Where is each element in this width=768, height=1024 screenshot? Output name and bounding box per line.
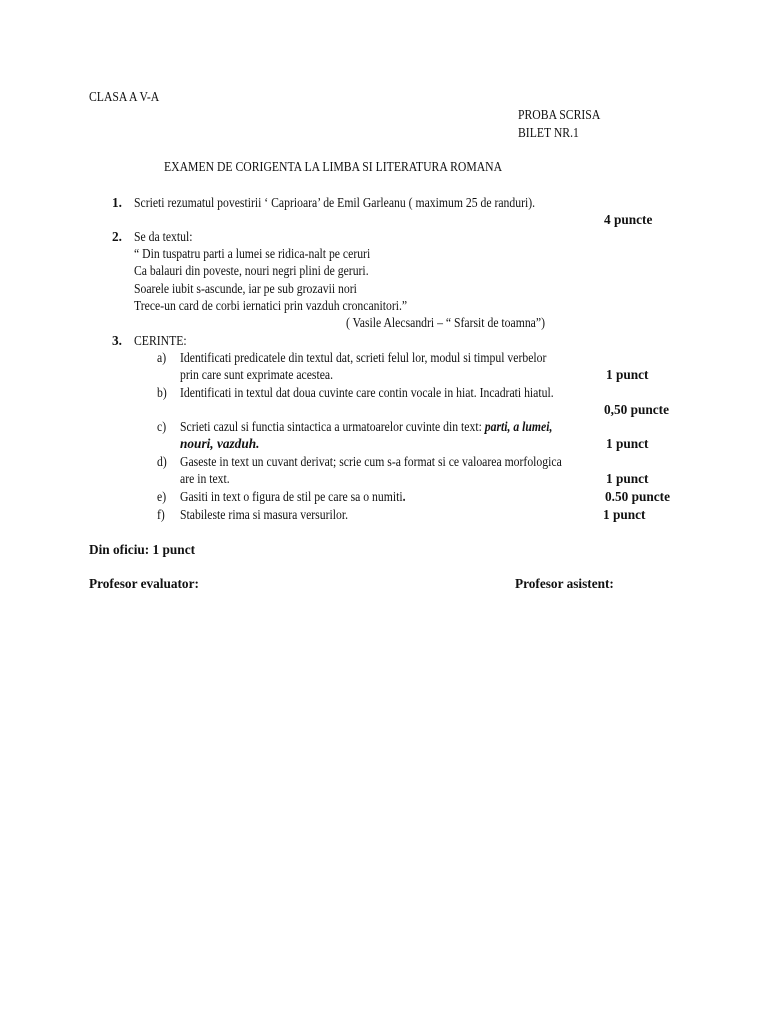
exam-title: EXAMEN DE CORIGENTA LA LIMBA SI LITERATURA ROMANA <box>164 159 503 174</box>
poem-line-3: Soarele iubit s-ascunde, iar pe sub grozavii nori <box>134 281 357 296</box>
req-c-text: Scrieti cazul si functia sintactica a urmatoarelor cuvinte din text: parti, a lumei, <box>180 419 553 434</box>
poem-line-2: Ca balauri din poveste, nouri negri plini de geruri. <box>134 263 369 278</box>
poem-line-4: Trece-un card de corbi iernatici prin vazduh croncanitori.” <box>134 298 408 313</box>
req-d-points: 1 punct <box>606 471 649 486</box>
assistant-label: Profesor asistent: <box>515 576 614 591</box>
req-a-letter: a) <box>157 350 167 365</box>
item-2-number: 2. <box>112 229 122 244</box>
req-c-points: 1 punct <box>606 436 649 451</box>
req-c-words-cont: nouri, vazduh. <box>180 436 260 451</box>
req-a-text: Identificati predicatele din textul dat, scrieti felul lor, modul si timpul verbelor <box>180 350 547 365</box>
item-3-number: 3. <box>112 333 122 348</box>
test-type: PROBA SCRISA <box>518 107 601 122</box>
req-f-points: 1 punct <box>603 507 646 522</box>
poem-line-1: “ Din tuspatru parti a lumei se ridica-nalt pe ceruri <box>134 246 371 261</box>
evaluator-label: Profesor evaluator: <box>89 576 199 591</box>
req-e-text: Gasiti in text o figura de stil pe care sa o numiti. <box>180 489 406 504</box>
req-c-letter: c) <box>157 419 167 434</box>
req-e-letter: e) <box>157 489 167 504</box>
req-d-text: Gaseste in text un cuvant derivat; scrie cum s-a format si ce valoarea morfologica <box>180 454 562 469</box>
req-f-text: Stabileste rima si masura versurilor. <box>180 507 349 522</box>
req-c-words: parti, a lumei, <box>484 419 553 434</box>
item-1-number: 1. <box>112 195 122 210</box>
class-label: CLASA A V-A <box>89 89 160 104</box>
item-2-intro: Se da textul: <box>134 229 193 244</box>
ticket-number: BILET NR.1 <box>518 125 579 140</box>
req-d-letter: d) <box>157 454 167 469</box>
req-e-points: 0.50 puncte <box>605 489 671 504</box>
req-d-text-cont: are in text. <box>180 471 230 486</box>
requirements-label: CERINTE: <box>134 333 187 348</box>
official-points: Din oficiu: 1 punct <box>89 542 196 557</box>
req-b-letter: b) <box>157 385 167 400</box>
req-f-letter: f) <box>157 507 165 522</box>
req-a-text-cont: prin care sunt exprimate acestea. <box>180 367 334 382</box>
item-1-points: 4 puncte <box>604 212 653 227</box>
req-b-points: 0,50 puncte <box>604 402 670 417</box>
req-b-text: Identificati in textul dat doua cuvinte care contin vocale in hiat. Incadrati hiatul. <box>180 385 554 400</box>
item-1-text: Scrieti rezumatul povestirii ‘ Caprioara’ de Emil Garleanu ( maximum 25 de randuri). <box>134 195 536 210</box>
poem-source: ( Vasile Alecsandri – “ Sfarsit de toamna”) <box>346 315 545 330</box>
req-a-points: 1 punct <box>606 367 649 382</box>
